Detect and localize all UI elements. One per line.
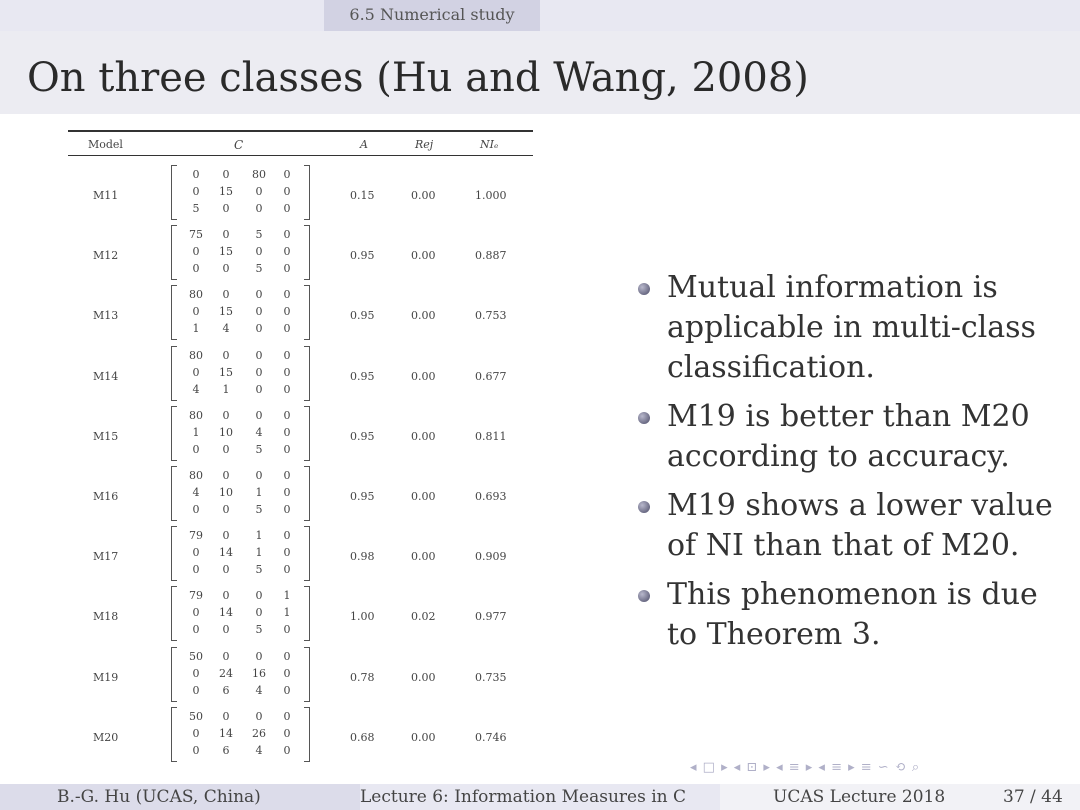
left-bracket: [171, 707, 177, 762]
bullet-text: Mutual information is applicable in multi-class classification.: [667, 270, 1036, 385]
right-bracket: [304, 346, 310, 401]
table-row: [68, 225, 533, 285]
matrix-cell: 0: [283, 185, 291, 198]
ni-value: 0.693: [475, 490, 507, 503]
bullet-item: [636, 575, 1076, 655]
table-row: [68, 466, 533, 526]
model-name: M20: [93, 730, 119, 744]
rejection-value: 0.00: [411, 429, 436, 443]
matrix-cell: 15: [219, 305, 233, 319]
matrix-cell: 0: [222, 262, 230, 276]
ni-value: 0.909: [475, 550, 507, 564]
left-bracket: [171, 586, 177, 641]
matrix-cell: 0: [192, 683, 200, 697]
footer-author-panel: [0, 784, 360, 810]
matrix-cell: 0: [192, 546, 200, 560]
matrix-cell: 0: [283, 486, 291, 499]
matrix-cell: 0: [192, 623, 200, 637]
matrix-cell: 5: [255, 623, 263, 637]
model-name: M13: [93, 309, 119, 323]
matrix-cell: 0: [255, 606, 263, 620]
matrix-cell: 4: [255, 683, 263, 697]
matrix-cell: 1: [283, 606, 291, 620]
bullet-text: This phenomenon is due to Theorem 3.: [667, 577, 1038, 652]
accuracy-value: 0.95: [350, 249, 375, 263]
matrix-cell: 0: [222, 649, 230, 663]
model-name: M11: [93, 189, 119, 202]
matrix-cell: 0: [192, 563, 200, 577]
matrix-cell: 1: [255, 529, 263, 543]
matrix-cell: 1: [222, 382, 230, 396]
matrix-cell: 0: [283, 288, 291, 302]
table-row: [68, 526, 533, 586]
bullet-item: [636, 486, 1076, 566]
matrix-cell: 0: [222, 408, 230, 422]
confusion-matrix: [171, 406, 309, 461]
matrix-cell: 0: [255, 305, 263, 319]
matrix-cell: 0: [192, 503, 200, 516]
matrix-cell: 4: [222, 322, 230, 336]
accuracy-value: 1.00: [350, 610, 375, 624]
matrix-cell: 26: [252, 726, 266, 740]
matrix-cell: 0: [283, 469, 291, 482]
matrix-cell: 0: [192, 606, 200, 620]
ni-value: 0.811: [475, 429, 507, 443]
footer-event: UCAS Lecture 2018: [773, 787, 946, 807]
table-row: [68, 285, 533, 345]
matrix-cell: 0: [222, 563, 230, 577]
bullet-icon: [638, 501, 650, 513]
bullet-list: [636, 268, 1076, 664]
matrix-cell: 5: [255, 503, 263, 516]
matrix-cell: 0: [255, 185, 263, 198]
model-name: M14: [93, 369, 119, 383]
ni-value: 0.746: [475, 730, 507, 744]
matrix-cell: 0: [283, 743, 291, 757]
matrix-cell: 10: [219, 486, 233, 499]
confusion-matrix: [171, 586, 309, 641]
matrix-cell: 16: [252, 666, 266, 680]
matrix-cell: 1: [192, 425, 200, 439]
matrix-cell: 0: [283, 529, 291, 543]
matrix-cell: 0: [255, 245, 263, 259]
matrix-cell: 4: [192, 486, 200, 499]
matrix-cell: 50: [189, 709, 203, 723]
matrix-cell: 14: [219, 546, 233, 560]
left-bracket: [171, 526, 177, 581]
model-name: M19: [93, 670, 119, 684]
matrix-cell: 0: [283, 649, 291, 663]
matrix-cell: 1: [255, 486, 263, 499]
matrix-cell: 0: [222, 589, 230, 603]
confusion-matrix: [171, 466, 309, 521]
confusion-matrix: [171, 225, 309, 280]
matrix-cell: 24: [219, 666, 233, 680]
table-row: [68, 165, 533, 225]
matrix-cell: 0: [283, 168, 291, 181]
footer-title-panel: [360, 784, 720, 810]
left-bracket: [171, 225, 177, 280]
matrix-cell: 1: [192, 322, 200, 336]
ni-value: 0.735: [475, 670, 507, 684]
matrix-cell: 0: [283, 683, 291, 697]
matrix-cell: 0: [283, 623, 291, 637]
matrix-cell: 0: [255, 649, 263, 663]
table-top-rule: [68, 130, 533, 132]
matrix-cell: 0: [192, 666, 200, 680]
matrix-cell: 0: [222, 442, 230, 456]
model-name: M17: [93, 550, 119, 564]
matrix-cell: 0: [222, 348, 230, 362]
matrix-cell: 0: [283, 546, 291, 560]
rejection-value: 0.00: [411, 369, 436, 383]
left-bracket: [171, 406, 177, 461]
accuracy-value: 0.95: [350, 490, 375, 503]
matrix-cell: 0: [255, 589, 263, 603]
footer: [0, 784, 1080, 810]
matrix-cell: 5: [255, 262, 263, 276]
matrix-cell: 6: [222, 743, 230, 757]
header-c: C: [234, 138, 244, 152]
matrix-cell: 0: [255, 365, 263, 379]
bullet-text: M19 shows a lower value of NI than that of M20.: [667, 488, 1053, 563]
beamer-navigation-icons[interactable]: ◂ □ ▸ ◂ ⊡ ▸ ◂ ≡ ▸ ◂ ≡ ▸ ≡ ∽ ⟲ ⌕: [690, 760, 921, 775]
header-ni: NIₑ: [480, 138, 499, 151]
matrix-cell: 79: [189, 589, 203, 603]
matrix-cell: 15: [219, 365, 233, 379]
matrix-cell: 10: [219, 425, 233, 439]
matrix-cell: 0: [192, 365, 200, 379]
matrix-cell: 0: [255, 408, 263, 422]
matrix-cell: 80: [189, 469, 203, 482]
matrix-cell: 0: [192, 168, 200, 181]
matrix-cell: 0: [222, 709, 230, 723]
matrix-cell: 0: [255, 382, 263, 396]
matrix-cell: 80: [189, 348, 203, 362]
right-bracket: [304, 466, 310, 521]
matrix-cell: 0: [283, 666, 291, 680]
confusion-matrix: [171, 647, 309, 702]
rejection-value: 0.02: [411, 610, 436, 624]
table-header-rule: [68, 155, 533, 156]
matrix-cell: 0: [255, 348, 263, 362]
matrix-cell: 0: [192, 305, 200, 319]
matrix-cell: 4: [255, 743, 263, 757]
matrix-cell: 1: [283, 589, 291, 603]
header-model: Model: [88, 138, 123, 151]
bullet-text: M19 is better than M20 according to accuracy.: [667, 399, 1030, 474]
bullet-icon: [638, 590, 650, 602]
section-navigation-bar: [0, 0, 1080, 31]
matrix-cell: 50: [189, 649, 203, 663]
ni-value: 0.753: [475, 309, 507, 323]
rejection-value: 0.00: [411, 730, 436, 744]
matrix-cell: 0: [283, 408, 291, 422]
left-bracket: [171, 165, 177, 220]
matrix-cell: 0: [255, 469, 263, 482]
matrix-cell: 0: [283, 202, 291, 215]
bullet-icon: [638, 412, 650, 424]
matrix-cell: 0: [283, 425, 291, 439]
matrix-cell: 0: [283, 709, 291, 723]
left-bracket: [171, 346, 177, 401]
matrix-cell: 80: [252, 168, 266, 181]
matrix-cell: 0: [283, 503, 291, 516]
rejection-value: 0.00: [411, 309, 436, 323]
matrix-cell: 0: [255, 322, 263, 336]
matrix-cell: 0: [255, 202, 263, 215]
right-bracket: [304, 526, 310, 581]
matrix-cell: 5: [255, 442, 263, 456]
left-bracket: [171, 466, 177, 521]
right-bracket: [304, 647, 310, 702]
current-section[interactable]: 6.5 Numerical study: [324, 0, 540, 31]
matrix-cell: 0: [283, 348, 291, 362]
left-bracket: [171, 647, 177, 702]
right-bracket: [304, 406, 310, 461]
matrix-cell: 0: [283, 382, 291, 396]
table-row: [68, 406, 533, 466]
footer-page-number: 37 / 44: [1003, 787, 1063, 807]
accuracy-value: 0.95: [350, 369, 375, 383]
table-row: [68, 647, 533, 707]
confusion-matrix: [171, 526, 309, 581]
confusion-matrix: [171, 346, 309, 401]
matrix-cell: 1: [255, 546, 263, 560]
right-bracket: [304, 707, 310, 762]
matrix-cell: 0: [283, 442, 291, 456]
matrix-cell: 0: [255, 288, 263, 302]
matrix-cell: 4: [192, 382, 200, 396]
table-row: [68, 346, 533, 406]
rejection-value: 0.00: [411, 670, 436, 684]
accuracy-value: 0.95: [350, 309, 375, 323]
matrix-cell: 0: [192, 442, 200, 456]
matrix-cell: 4: [255, 425, 263, 439]
model-name: M16: [93, 490, 119, 503]
rejection-value: 0.00: [411, 490, 436, 503]
confusion-matrix: [171, 165, 309, 220]
matrix-cell: 14: [219, 726, 233, 740]
matrix-cell: 0: [222, 469, 230, 482]
confusion-matrix: [171, 285, 309, 340]
matrix-cell: 5: [255, 563, 263, 577]
header-rej: Rej: [415, 138, 434, 151]
matrix-cell: 0: [283, 365, 291, 379]
matrix-cell: 14: [219, 606, 233, 620]
ni-value: 0.977: [475, 610, 507, 624]
matrix-cell: 80: [189, 288, 203, 302]
header-a: A: [360, 138, 368, 151]
matrix-cell: 80: [189, 408, 203, 422]
matrix-cell: 0: [192, 185, 200, 198]
right-bracket: [304, 225, 310, 280]
matrix-cell: 0: [222, 168, 230, 181]
matrix-cell: 75: [189, 228, 203, 242]
matrix-cell: 0: [283, 245, 291, 259]
right-bracket: [304, 586, 310, 641]
matrix-cell: 0: [283, 228, 291, 242]
model-name: M18: [93, 610, 119, 624]
left-bracket: [171, 285, 177, 340]
ni-value: 0.887: [475, 249, 507, 263]
matrix-cell: 5: [192, 202, 200, 215]
accuracy-value: 0.68: [350, 730, 375, 744]
matrix-cell: 0: [283, 563, 291, 577]
matrix-cell: 0: [222, 228, 230, 242]
rejection-value: 0.00: [411, 249, 436, 263]
matrix-cell: 0: [192, 743, 200, 757]
matrix-cell: 15: [219, 185, 233, 198]
matrix-cell: 0: [255, 709, 263, 723]
matrix-cell: 0: [192, 726, 200, 740]
matrix-cell: 6: [222, 683, 230, 697]
table-row: [68, 707, 533, 767]
accuracy-value: 0.15: [350, 189, 375, 202]
bullet-item: [636, 397, 1076, 477]
confusion-matrix: [171, 707, 309, 762]
slide-title: On three classes (Hu and Wang, 2008): [27, 55, 809, 101]
matrix-cell: 0: [222, 202, 230, 215]
model-name: M15: [93, 429, 119, 443]
accuracy-value: 0.95: [350, 429, 375, 443]
right-bracket: [304, 165, 310, 220]
bullet-icon: [638, 283, 650, 295]
matrix-cell: 0: [222, 288, 230, 302]
right-bracket: [304, 285, 310, 340]
rejection-value: 0.00: [411, 550, 436, 564]
footer-lecture: Lecture 6: Information Measures in C: [360, 787, 687, 807]
bullet-item: [636, 268, 1076, 388]
matrix-cell: 0: [222, 623, 230, 637]
matrix-cell: 0: [192, 245, 200, 259]
footer-event-panel: [720, 784, 1080, 810]
ni-value: 1.000: [475, 189, 507, 202]
matrix-cell: 15: [219, 245, 233, 259]
footer-author: B.-G. Hu (UCAS, China): [57, 787, 261, 807]
matrix-cell: 0: [283, 322, 291, 336]
matrix-cell: 0: [192, 262, 200, 276]
accuracy-value: 0.98: [350, 550, 375, 564]
rejection-value: 0.00: [411, 189, 436, 202]
matrix-cell: 0: [283, 305, 291, 319]
matrix-cell: 0: [283, 726, 291, 740]
matrix-cell: 79: [189, 529, 203, 543]
ni-value: 0.677: [475, 369, 507, 383]
matrix-cell: 0: [283, 262, 291, 276]
accuracy-value: 0.78: [350, 670, 375, 684]
table-row: [68, 586, 533, 646]
matrix-cell: 0: [222, 529, 230, 543]
model-name: M12: [93, 249, 119, 263]
matrix-cell: 0: [222, 503, 230, 516]
matrix-cell: 5: [255, 228, 263, 242]
